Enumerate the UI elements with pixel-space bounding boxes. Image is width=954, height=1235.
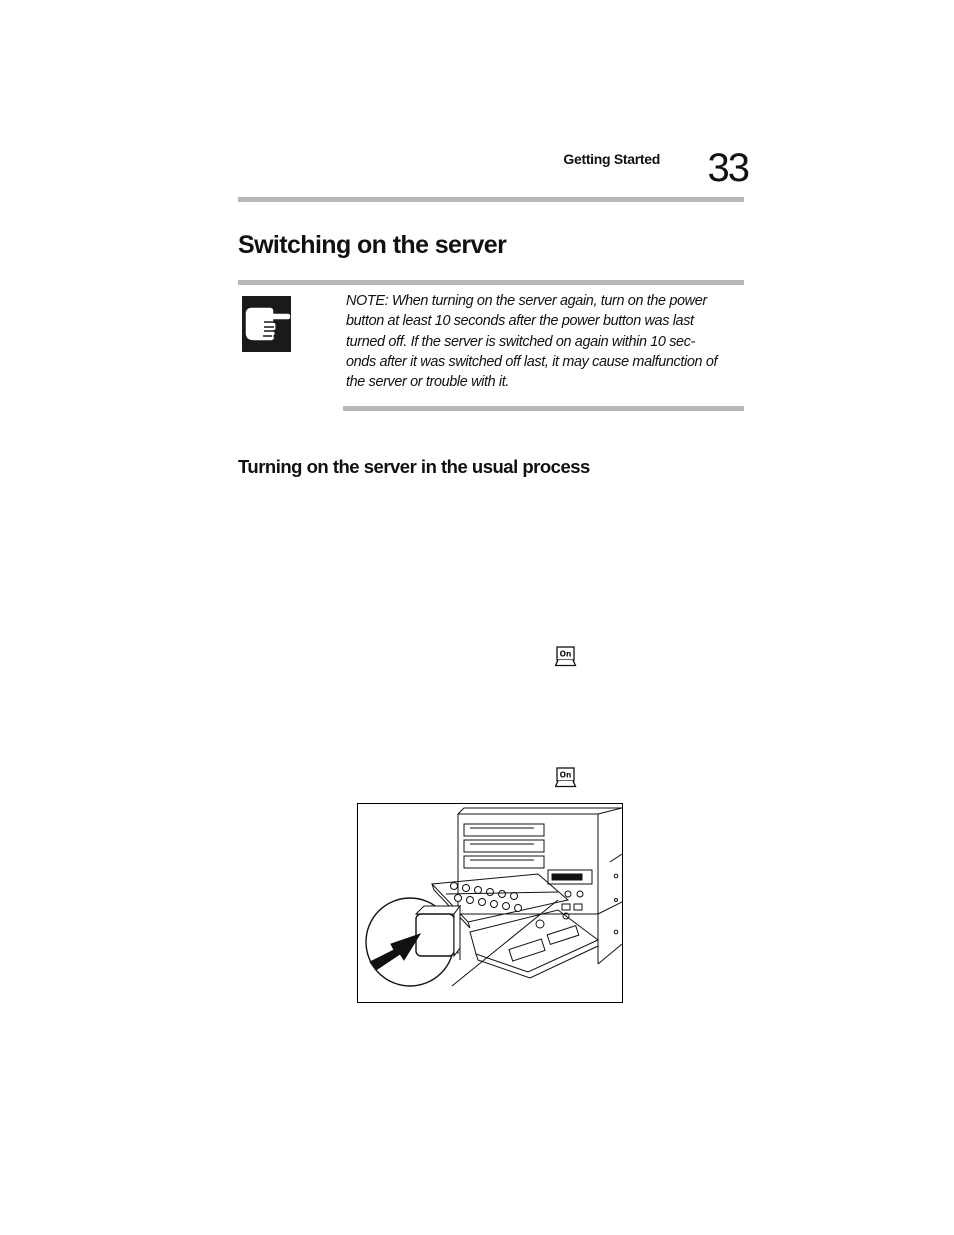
note-line: the server or trouble with it. <box>346 374 510 391</box>
computer-on-icon <box>555 767 577 789</box>
server-power-button-illustration <box>357 803 623 1003</box>
pointing-hand-icon <box>242 296 291 352</box>
note-line: button at least 10 seconds after the power button was last <box>346 313 694 330</box>
page-number: 33 <box>707 146 748 190</box>
computer-on-icon <box>555 646 577 668</box>
section-title: Switching on the server <box>238 231 507 259</box>
running-head: Getting Started <box>563 151 660 167</box>
section-rule <box>238 280 744 285</box>
header-rule <box>238 197 744 202</box>
on-icon-label: On <box>559 649 572 659</box>
note-line: onds after it was switched off last, it may cause malfunction of <box>346 353 718 370</box>
note-text <box>346 291 726 392</box>
subsection-title: Turning on the server in the usual process <box>238 456 590 477</box>
on-icon-label: On <box>559 770 572 780</box>
note-rule <box>343 406 744 411</box>
note-line: turned off. If the server is switched on again within 10 sec- <box>346 333 695 350</box>
note-line: NOTE: When turning on the server again, turn on the power <box>346 293 707 309</box>
